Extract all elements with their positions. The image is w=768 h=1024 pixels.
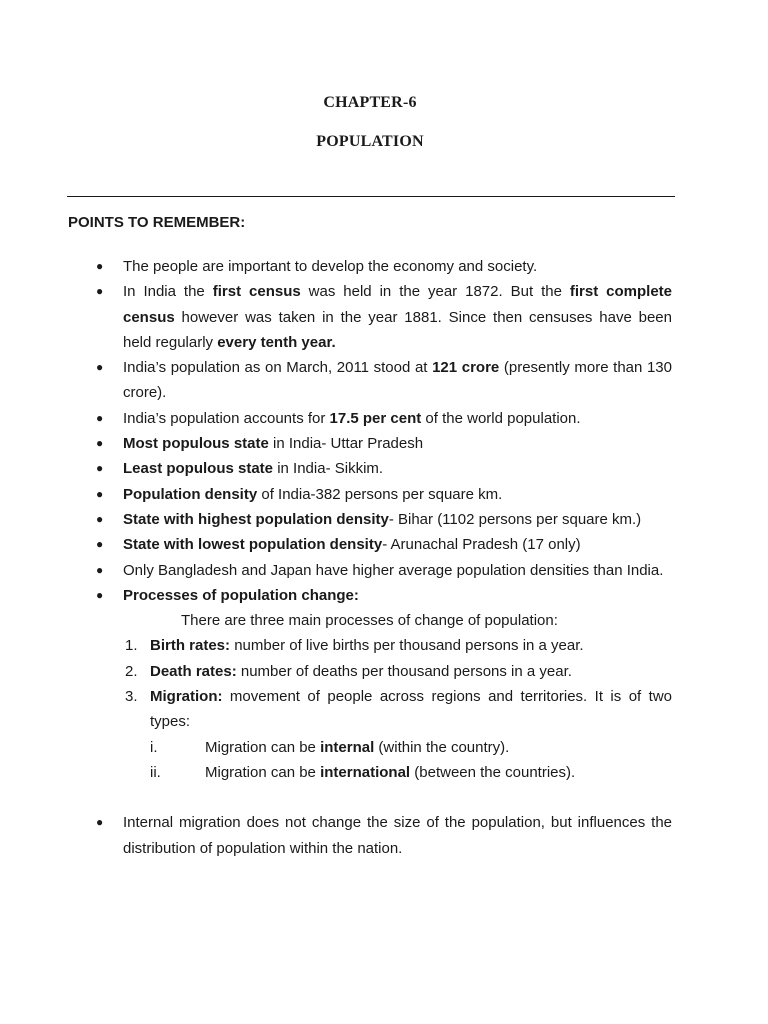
bullet-icon: ● xyxy=(96,259,104,273)
bold-text: internal xyxy=(320,738,375,756)
bullet-item xyxy=(0,279,672,355)
bullet-icon: ● xyxy=(96,461,104,476)
text-run: (between the countries). xyxy=(410,763,576,781)
text-run: movement of people across regions and territories. It is of two types: xyxy=(150,688,672,731)
text-run: Internal migration does not change the size of the population, but influences the distribution of population within the nation. xyxy=(123,814,672,857)
processes-intro: There are three main processes of change of population: xyxy=(181,612,558,630)
bullet-item xyxy=(0,558,672,583)
text-run: (within the country). xyxy=(374,738,510,756)
text-run: The people are important to develop the economy and society. xyxy=(123,258,538,275)
bullet-item xyxy=(0,482,672,507)
bullet-item xyxy=(0,355,672,406)
bold-text: Population density xyxy=(123,485,258,503)
final-bullet xyxy=(0,810,768,861)
text-run: - Arunachal Pradesh (17 only) xyxy=(382,536,581,554)
processes-list xyxy=(0,633,768,734)
bold-text: Migration: xyxy=(150,688,223,706)
bullet-icon: ● xyxy=(96,360,104,375)
bullet-item xyxy=(0,810,672,861)
item-number: 3. xyxy=(125,688,138,706)
chapter-title: POPULATION xyxy=(316,133,424,150)
bold-text: every tenth year. xyxy=(217,333,336,351)
bullet-icon: ● xyxy=(96,486,104,501)
migration-type-item xyxy=(0,760,675,785)
process-item xyxy=(0,684,672,735)
text-run: Migration can be xyxy=(205,738,321,756)
bold-text: international xyxy=(320,763,411,781)
bullet-icon: ● xyxy=(96,562,104,577)
bullet-item xyxy=(0,507,672,532)
text-run: In India the xyxy=(123,283,213,301)
bold-text: 17.5 per cent xyxy=(329,409,422,427)
text-run: however was taken in the year 1881. Since then censuses have been held regularly xyxy=(123,308,672,351)
item-number: 2. xyxy=(125,662,138,680)
bullet-item xyxy=(0,583,672,608)
text-run: was held in the year 1872. But the xyxy=(300,283,570,301)
bullet-item xyxy=(0,456,672,481)
migration-type-item xyxy=(0,735,675,760)
bullet-icon: ● xyxy=(96,436,104,451)
bold-text: Birth rates: xyxy=(150,637,231,655)
item-numeral: ii. xyxy=(150,763,161,781)
bullet-icon: ● xyxy=(96,511,104,526)
bold-text: State with lowest population density xyxy=(123,536,383,554)
text-run: (presently more than 130 crore). xyxy=(123,359,672,402)
bold-text: Processes of population change: xyxy=(123,586,359,604)
migration-types-list xyxy=(0,735,768,786)
text-run: of India-382 persons per square km. xyxy=(257,485,503,503)
bold-text: first complete census xyxy=(123,283,673,326)
text-run: number of live births per thousand persons in a year. xyxy=(230,637,584,655)
process-item xyxy=(0,659,672,684)
bold-text: first census xyxy=(212,283,301,301)
bullet-icon: ● xyxy=(96,587,104,602)
bullet-item xyxy=(0,406,672,431)
content-body xyxy=(0,254,768,861)
bold-text: Death rates: xyxy=(150,662,237,680)
item-number: 1. xyxy=(125,637,138,655)
horizontal-rule xyxy=(67,196,675,197)
bold-text: Most populous state xyxy=(123,435,269,453)
text-run: Migration can be xyxy=(205,763,321,781)
section-heading: POINTS TO REMEMBER: xyxy=(68,214,246,231)
bullet-item xyxy=(0,431,672,456)
bullet-icon: ● xyxy=(96,537,104,552)
process-item xyxy=(0,633,672,658)
bullet-item xyxy=(0,532,672,557)
spacer xyxy=(0,785,768,810)
text-run: - Bihar (1102 persons per square km.) xyxy=(388,510,642,528)
bullet-icon: ● xyxy=(96,284,104,299)
text-run: Only Bangladesh and Japan have higher average population densities than India. xyxy=(123,561,664,579)
bullet-list xyxy=(0,254,768,608)
text-run: number of deaths per thousand persons in a year. xyxy=(236,662,572,680)
chapter-number: CHAPTER-6 xyxy=(323,94,417,111)
bullet-icon: ● xyxy=(96,410,104,425)
bullet-icon: ● xyxy=(96,815,104,830)
text-run: in India- Uttar Pradesh xyxy=(268,435,424,453)
bold-text: 121 crore xyxy=(432,359,500,377)
bold-text: Least populous state xyxy=(123,460,274,478)
text-run: India’s population accounts for xyxy=(123,409,330,427)
text-run: in India- Sikkim. xyxy=(273,460,384,478)
bold-text: State with highest population density xyxy=(123,510,389,528)
text-run: India’s population as on March, 2011 stood at xyxy=(123,359,433,377)
item-numeral: i. xyxy=(150,738,158,756)
text-run: of the world population. xyxy=(421,409,581,427)
bullet-item xyxy=(0,254,672,279)
